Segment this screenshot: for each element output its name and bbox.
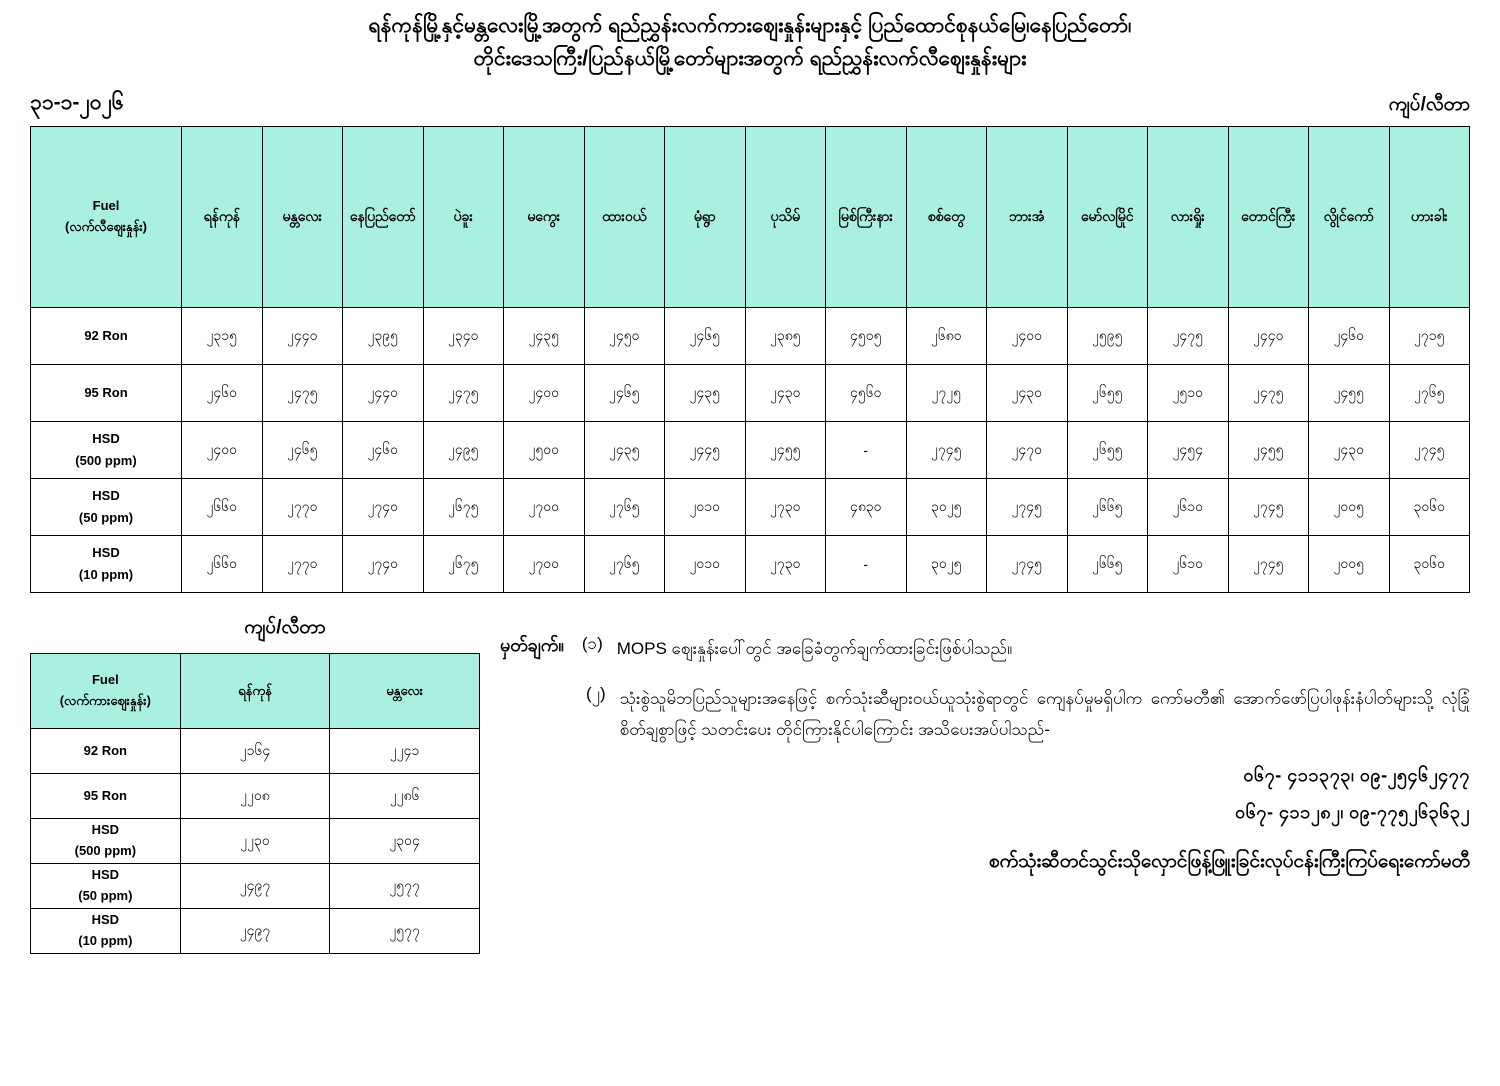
row-label [31, 729, 181, 774]
note-number: (၁) [581, 634, 603, 654]
small-table-unit: ကျပ်/လီတာ [244, 617, 326, 639]
row-label-line-1: HSD [92, 431, 120, 446]
column-header: ဟားခါး [1389, 127, 1470, 308]
price-cell: ၂၇၄၅ [987, 536, 1068, 593]
price-cell: ၂၇၄၅ [987, 479, 1068, 536]
price-cell: ၂၃၀၄ [330, 819, 480, 864]
row-label [31, 909, 181, 954]
column-header: ထားဝယ် [584, 127, 665, 308]
price-cell: ၂၄၃၅ [504, 308, 585, 365]
price-cell: ၂၆၆၅ [1067, 536, 1148, 593]
price-cell: ၂၇၁၅ [1389, 308, 1470, 365]
note-text: သုံးစွဲသူမိဘပြည်သူများအနေဖြင့် စက်သုံးဆီများဝယ်ယူသုံးစွဲရာတွင် ကျေနပ်မှုမရှိပါက ကော်မတီ၏ အောက်ဖော်ပြပါဖုန်းနံပါတ်များသို့ လုံခြုံစိတ်ချစွာဖြင့် သတင်းပေး တိုင်ကြားနိုင်ပါကြောင်း အသိပေးအပ်ပါသည်- [619, 688, 1470, 739]
small-table-header-row [31, 654, 480, 729]
retail-price-table [30, 126, 1470, 593]
price-cell: ၂၄၉၇ [180, 909, 330, 954]
price-cell: ၂၇၄၀ [343, 479, 424, 536]
row-label-line-1: HSD [91, 912, 120, 928]
column-header: တောင်ကြီး [1228, 127, 1309, 308]
row-label-line-2: (500 ppm) [75, 453, 137, 469]
table-row [31, 365, 1470, 422]
price-cell: ၂၅၇၇ [330, 864, 480, 909]
fuel-header-line-1: Fuel [92, 198, 120, 214]
table-row [31, 864, 480, 909]
price-cell: ၂၆၁၀ [1148, 536, 1229, 593]
meta-row [30, 89, 1470, 120]
note-item-1 [500, 633, 1470, 664]
price-cell: ၂၄၃၀ [987, 365, 1068, 422]
price-cell: ၂၆၅၅ [1067, 365, 1148, 422]
price-cell: ၂၇၇၀ [262, 536, 343, 593]
price-cell: ၂၇၆၅ [1389, 365, 1470, 422]
price-cell: ၂၄၆၅ [262, 422, 343, 479]
notes-section [480, 615, 1500, 954]
small-fuel-header-line-2: (လက်ကားဈေးနှုန်း) [59, 693, 151, 709]
small-fuel-column-header [31, 654, 181, 729]
column-header: မကွေး [504, 127, 585, 308]
contact-phone-1: ၀၆၇- ၄၁၁၃၇၃၊ ၀၉-၂၅၄၆၂၄၇၇ [1243, 765, 1470, 786]
table-row [31, 308, 1470, 365]
row-label-line-2: (10 ppm) [78, 933, 133, 949]
row-label [31, 308, 182, 365]
column-header: ဘားအံ [987, 127, 1068, 308]
price-cell: ၂၂၄၁ [330, 729, 480, 774]
price-cell: ၂၅၉၅ [1067, 308, 1148, 365]
price-cell: ၂၂၀၈ [180, 774, 330, 819]
fuel-column-header [31, 127, 182, 308]
price-cell: ၂၄၇၀ [987, 422, 1068, 479]
table-row [31, 774, 480, 819]
contact-phone-2: ၀၆၇- ၄၁၁၂၈၂၊ ၀၉-၇၇၅၂၆၃၆၃၂ [1235, 802, 1470, 823]
row-label [31, 774, 181, 819]
price-cell: ၂၅၇၇ [330, 909, 480, 954]
price-cell: ၂၄၃၀ [1309, 422, 1390, 479]
wholesale-price-table [30, 653, 480, 954]
price-cell: ၂၄၉၇ [180, 864, 330, 909]
report-date: ၃၁-၁-၂၀၂၆ [30, 91, 124, 115]
price-cell: ၂၄၃၀ [745, 365, 826, 422]
price-cell: ၂၅၁၀ [1148, 365, 1229, 422]
price-cell: ၃၀၆၀ [1389, 479, 1470, 536]
price-cell: ၂၄၃၅ [584, 422, 665, 479]
price-cell: ၄၅၀၅ [826, 308, 907, 365]
price-cell: ၂၀၁၀ [665, 536, 746, 593]
row-label [31, 365, 182, 422]
price-cell: ၂၄၄၀ [262, 308, 343, 365]
note-text: MOPS ဈေးနှုန်းပေါ်တွင် အခြေခံတွက်ချက်ထားခြင်းဖြစ်ပါသည်။ [616, 639, 1013, 659]
table-row [31, 536, 1470, 593]
price-cell: ၂၄၇၅ [423, 365, 504, 422]
price-cell: ၂၂၃၀ [180, 819, 330, 864]
column-header: မန္တလေး [262, 127, 343, 308]
row-label [31, 536, 182, 593]
price-cell: ၂၄၇၅ [1148, 308, 1229, 365]
price-cell: ၂၄၄၀ [1228, 308, 1309, 365]
price-cell: ၂၄၀၀ [987, 308, 1068, 365]
column-header: ပဲခူး [423, 127, 504, 308]
price-cell: ၂၇၀၀ [504, 479, 585, 536]
note-item-2 [500, 683, 1470, 746]
price-cell: ၂၇၄၀ [343, 536, 424, 593]
row-label-line-1: HSD [92, 488, 120, 503]
row-label-line-2: (500 ppm) [74, 843, 137, 859]
price-cell: ၂၄၅၅ [1309, 365, 1390, 422]
price-cell: ၂၇၇၀ [262, 479, 343, 536]
price-cell: ၂၄၇၅ [1228, 365, 1309, 422]
price-cell: ၂၄၆၅ [584, 365, 665, 422]
column-header: မော်လမြိုင် [1067, 127, 1148, 308]
price-cell: ၃၀၂၅ [906, 536, 987, 593]
price-cell: ၂၇၄၅ [1228, 536, 1309, 593]
table-row [31, 479, 1470, 536]
price-cell: ၂၄၅၀ [584, 308, 665, 365]
column-header: မုံရွာ [665, 127, 746, 308]
row-label-line-2: (10 ppm) [78, 567, 134, 583]
lower-section [0, 615, 1500, 954]
title-line-1: ရန်ကုန်မြို့နှင့်မန္တလေးမြို့အတွက် ရည်ညွှန်းလက်ကားဈေးနှုန်းများနှင့် ပြည်ထောင်စုနယ်မြေ၊နေပြည်တော်၊ [368, 14, 1132, 37]
price-cell: ၂၆၆၀ [182, 479, 263, 536]
fuel-header-line-2: (လက်လီဈေးနှုန်း) [64, 219, 147, 235]
price-cell: ၂၄၀၀ [182, 422, 263, 479]
document-title [0, 0, 1500, 75]
price-cell: ၂၂၈၆ [330, 774, 480, 819]
table-row [31, 909, 480, 954]
price-cell: ၂၇၀၀ [504, 536, 585, 593]
price-cell: ၂၃၁၅ [182, 308, 263, 365]
price-cell: ၂၄၄၀ [343, 365, 424, 422]
price-cell: ၂၄၄၅ [665, 422, 746, 479]
row-label-line-1: HSD [92, 545, 120, 560]
price-cell: ၂၄၅၄ [1148, 422, 1229, 479]
table-row [31, 422, 1470, 479]
price-cell: ၂၆၆၅ [1067, 479, 1148, 536]
row-label-line-1: HSD [91, 867, 120, 883]
price-cell: ၂၄၆၀ [343, 422, 424, 479]
small-column-header: ရန်ကုန် [180, 654, 330, 729]
price-cell: ၂၆၈၀ [906, 308, 987, 365]
price-cell: ၂၆၆၀ [182, 536, 263, 593]
row-label-line-1: 95 Ron [83, 787, 127, 803]
price-cell: ၂၃၈၅ [745, 308, 826, 365]
column-header: မြစ်ကြီးနား [826, 127, 907, 308]
column-header: ရန်ကုန် [182, 127, 263, 308]
price-cell: ၄၈၃၀ [826, 479, 907, 536]
row-label-line-1: 92 Ron [83, 742, 127, 758]
table-row [31, 819, 480, 864]
committee-footer: စက်သုံးဆီတင်သွင်းသိုလှောင်ဖြန့်ဖြူးခြင်းလုပ်ငန်းကြီးကြပ်ရေးကော်မတီ [988, 851, 1470, 873]
price-cell: ၂၄၅၅ [1228, 422, 1309, 479]
table-row [31, 729, 480, 774]
price-cell: ၂၄၅၅ [745, 422, 826, 479]
price-cell: ၂၄၉၅ [423, 422, 504, 479]
column-header: ပုသိမ် [745, 127, 826, 308]
price-cell: ၂၇၆၅ [584, 479, 665, 536]
small-fuel-header-line-1: Fuel [91, 672, 119, 688]
price-cell: ၂၄၀၀ [504, 365, 585, 422]
price-cell: ၂၀၀၅ [1309, 479, 1390, 536]
price-cell: ၂၄၇၅ [262, 365, 343, 422]
row-label-line-2: (50 ppm) [78, 510, 134, 526]
small-column-header: မန္တလေး [330, 654, 480, 729]
row-label-line-1: 92 Ron [84, 328, 128, 344]
row-label-line-1: HSD [91, 822, 120, 838]
row-label-line-2: (50 ppm) [78, 888, 133, 904]
price-cell: ၂၀၁၀ [665, 479, 746, 536]
price-cell: ၂၀၀၅ [1309, 536, 1390, 593]
price-cell: ၄၅၆၀ [826, 365, 907, 422]
price-cell: ၂၇၆၅ [584, 536, 665, 593]
price-cell: ၂၇၃၀ [745, 536, 826, 593]
price-cell: ၂၇၄၅ [906, 422, 987, 479]
main-table-unit: ကျပ်/လီတာ [1388, 94, 1470, 116]
row-label [31, 819, 181, 864]
price-cell: ၃၀၆၀ [1389, 536, 1470, 593]
title-line-2: တိုင်းဒေသကြီး/ပြည်နယ်မြို့တော်များအတွက် ရည်ညွှန်းလက်လီဈေးနှုန်းများ [473, 46, 1027, 70]
price-cell: ၂၃၄၀ [423, 308, 504, 365]
price-cell: ၂၃၉၅ [343, 308, 424, 365]
price-cell: ၂၆၇၅ [423, 479, 504, 536]
row-label [31, 422, 182, 479]
price-cell: ၂၆၁၀ [1148, 479, 1229, 536]
price-cell: ၂၆၇၅ [423, 536, 504, 593]
price-cell: ၂၇၄၅ [1389, 422, 1470, 479]
wholesale-section [0, 615, 480, 954]
price-cell: ၂၆၅၅ [1067, 422, 1148, 479]
price-cell: ၂၇၂၅ [906, 365, 987, 422]
price-cell: ၂၇၃၀ [745, 479, 826, 536]
price-cell: ၂၄၆၅ [665, 308, 746, 365]
column-header: စစ်တွေ [906, 127, 987, 308]
table-header-row [31, 127, 1470, 308]
row-label [31, 479, 182, 536]
note-number: (၂) [586, 683, 606, 703]
column-header: လားရှိုး [1148, 127, 1229, 308]
price-cell: - [826, 536, 907, 593]
price-cell: ၂၄၆၀ [1309, 308, 1390, 365]
price-cell: ၂၇၄၅ [1228, 479, 1309, 536]
notes-label: မှတ်ချက်။ [500, 635, 564, 656]
price-cell: ၂၅၀၀ [504, 422, 585, 479]
price-cell: - [826, 422, 907, 479]
price-cell: ၂၄၃၅ [665, 365, 746, 422]
price-cell: ၃၀၂၅ [906, 479, 987, 536]
row-label-line-1: 95 Ron [84, 385, 128, 401]
column-header: နေပြည်တော် [343, 127, 424, 308]
row-label [31, 864, 181, 909]
price-cell: ၂၁၆၄ [180, 729, 330, 774]
column-header: လွိုင်ကော် [1309, 127, 1390, 308]
price-cell: ၂၄၆၀ [182, 365, 263, 422]
